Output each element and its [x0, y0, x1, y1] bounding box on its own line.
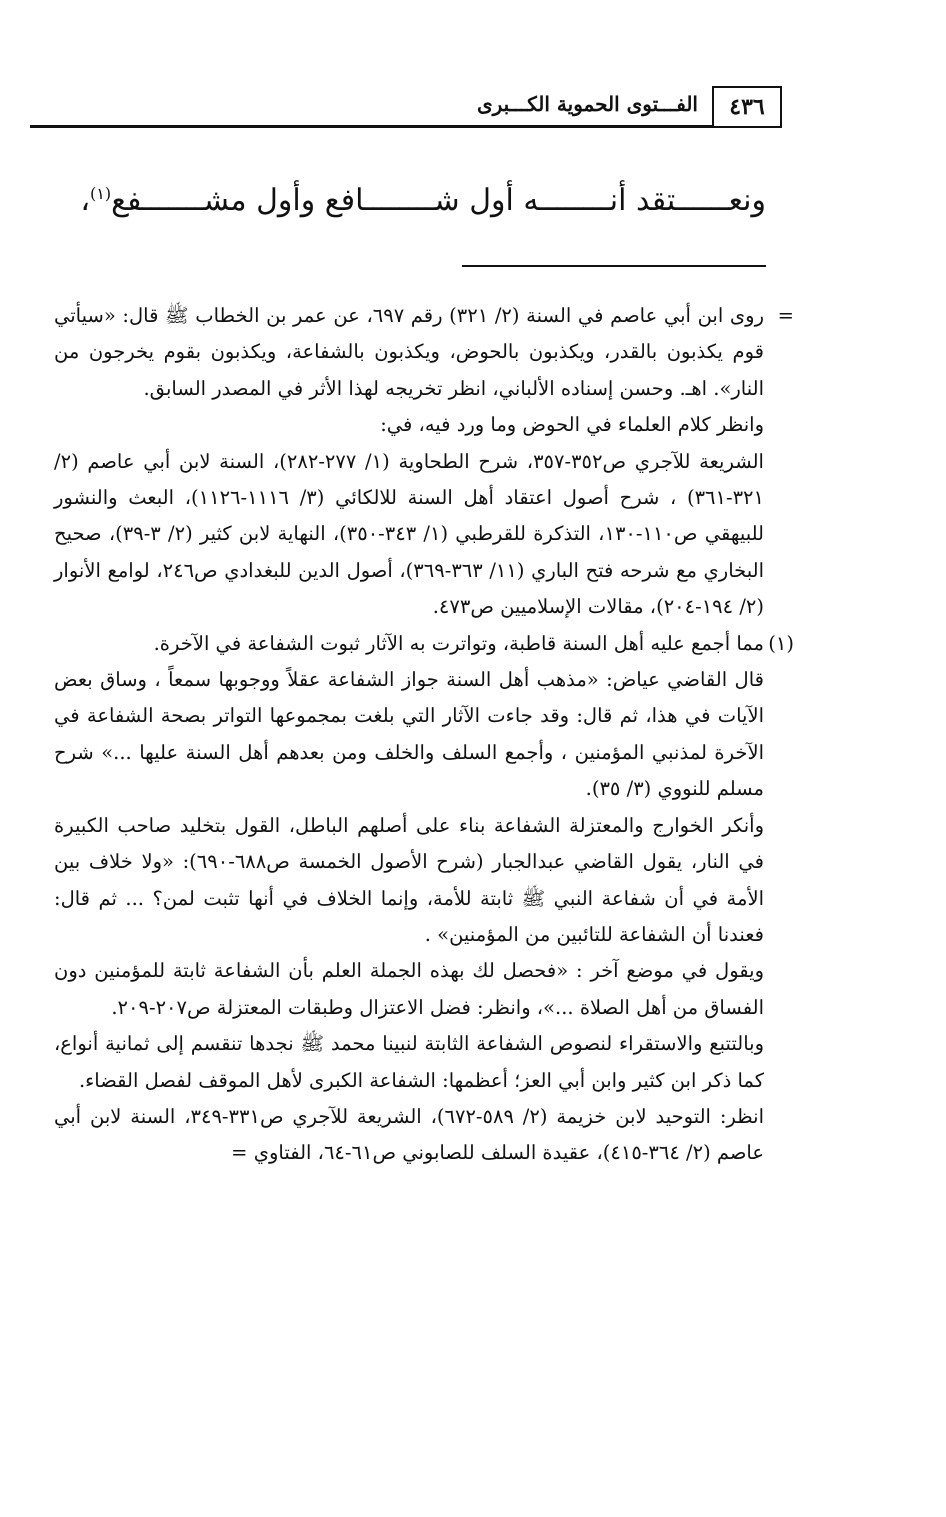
footnote-text: روى ابن أبي عاصم في السنة (٢/ ٣٢١) رقم ٦٩٧، عن عمر بن الخطاب ﷺ قال: «سيأتي قوم يكذبون بالقدر، ويكذبون بالحوض، ويكذبون بالشفاعة، ويكذبون بقوم يخرجون من النار». اهـ. وحسن إسناده الألباني، انظر تخريجه لهذا الأثر في المصدر السابق.: [54, 304, 764, 400]
footnote-marker: =: [777, 304, 794, 327]
running-title: الفـــتوى الحموية الكـــبرى: [476, 92, 698, 116]
footnote-text: وانظر كلام العلماء في الحوض وما ورد فيه، في:: [380, 413, 764, 437]
footnotes: [54, 298, 794, 1172]
footnote-paragraph: [54, 808, 764, 954]
footnote-text: ويقول في موضع آخر : «فحصل لك بهذه الجملة العلم بأن الشفاعة ثابتة للمؤمنين دون الفساق من أهل الصلاة ...»، وانظر: فضل الاعتزال وطبقات المعتزلة ص٢٠٧-٢٠٩.: [54, 959, 764, 1019]
footnote-text: مما أجمع عليه أهل السنة قاطبة، وتواترت به الآثار ثبوت الشفاعة في الآخرة.: [153, 631, 764, 655]
main-text-punctuation: ،: [80, 183, 90, 218]
footnote-paragraph: [54, 407, 764, 443]
footnote-paragraph: [54, 953, 764, 1026]
footnote-paragraph: [54, 662, 764, 808]
footnote-paragraph: [54, 444, 764, 626]
page-header: [30, 86, 782, 128]
footnote-text: وأنكر الخوارج والمعتزلة الشفاعة بناء على أصلهم الباطل، القول بتخليد صاحب الكبيرة في النار، يقول القاضي عبدالجبار (شرح الأصول الخمسة ص٦٨٨-٦٩٠): «ولا خلاف بين الأمة في أن شفاعة النبي ﷺ ثابتة للأمة، وإنما الخلاف في أنها تثبت لمن؟ ... ثم قال: فعندنا أن الشفاعة للتائبين من المؤمنين» .: [54, 813, 764, 946]
footnote-marker: (١): [768, 631, 794, 655]
header-rule: [30, 125, 712, 128]
footnote-paragraph: [54, 298, 794, 407]
footnote-text: وبالتتبع والاستقراء لنصوص الشفاعة الثابتة لنبينا محمد ﷺ نجدها تنقسم إلى ثمانية أنواع، كما ذكر ابن كثير وابن أبي العز؛ أعظمها: الشفاعة الكبرى لأهل الموقف لفصل القضاء.: [54, 1032, 764, 1092]
footnote-paragraph: [54, 626, 794, 662]
footnote-text: انظر: التوحيد لابن خزيمة (٢/ ٥٨٩-٦٧٢)، الشريعة للآجري ص٣٣١-٣٤٩، السنة لابن أبي عاصم (٢/ ٣٦٤-٤١٥)، عقيدة السلف للصابوني ص٦١-٦٤، الفتاوي =: [54, 1104, 764, 1165]
footnote-separator: [462, 265, 766, 267]
footnote-text: الشريعة للآجري ص٣٥٢-٣٥٧، شرح الطحاوية (١/ ٢٧٧-٢٨٢)، السنة لابن أبي عاصم (٢/ ٣٢١-٣٦١) ، شرح أصول اعتقاد أهل السنة للالكائي (٣/ ١١١٦-١١٢٦)، البعث والنشور للبيهقي ص١١٠-١٣٠، التذكرة للقرطبي (١/ ٣٤٣-٣٥٠)، النهاية لابن كثير (٢/ ٣-٣٩)، صحيح البخاري مع شرحه فتح الباري (١١/ ٣٦٣-٣٦٩)، أصول الدين للبغدادي ص٢٤٦، لوامع الأنوار (٢/ ١٩٤-٢٠٤)، مقالات الإسلاميين ص٤٧٣.: [54, 449, 764, 619]
main-text-line: [80, 183, 766, 218]
footnote-reference: (١): [90, 184, 112, 203]
footnote-paragraph: [54, 1099, 764, 1172]
main-text: ونعــــــتقد أنــــــــه أول شــــــــافع وأول مشـــــــفع: [111, 183, 766, 218]
footnote-text: قال القاضي عياض: «مذهب أهل السنة جواز الشفاعة عقلاً ووجوبها سمعاً ، وساق بعض الآيات في هذا، ثم قال: وقد جاءت الآثار التي بلغت بمجموعها التواتر بصحة الشفاعة في الآخرة لمذنبي المؤمنين ، وأجمع السلف والخلف ومن بعدهم أهل السنة عليها ...» شرح مسلم للنووي (٣/ ٣٥).: [54, 668, 764, 801]
footnote-paragraph: [54, 1026, 764, 1099]
page-number: ٤٣٦: [712, 86, 782, 128]
